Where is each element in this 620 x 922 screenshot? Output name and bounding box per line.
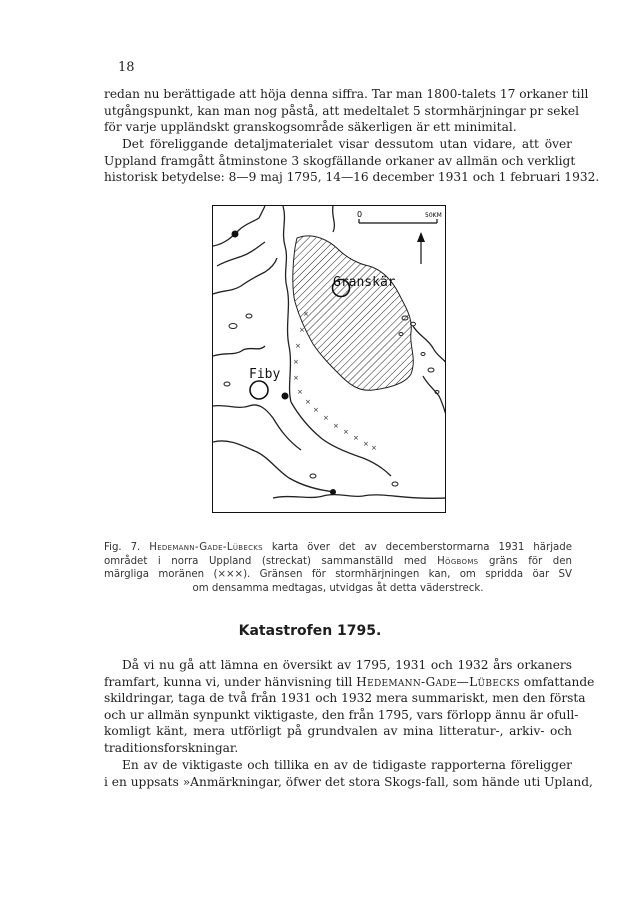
caption-text: gräns för den (489, 555, 572, 567)
text-line: Uppland framgått åtminstone 3 skogfällande orkaner av allmän och verkligt (104, 153, 576, 168)
caption-line: om densamma medtagas, utvidgas åt detta väderstreck. (192, 582, 484, 594)
author-names: Hedemann-Gade—Lübecks (356, 674, 520, 689)
text-line: redan nu berättigade att höja denna siffra. Tar man 1800-talets 17 orkaner till (104, 87, 589, 101)
text-line: traditionsforskningar. (104, 740, 239, 755)
map-svg (213, 206, 446, 513)
scale-start-label: 0 (357, 210, 363, 219)
text-fragment: omfattande (523, 674, 595, 689)
text-line: En av de viktigaste och tillika en av de tidigaste rapporterna föreligger (122, 758, 572, 772)
caption-text: området i norra Uppland (streckat) sammanställd med (104, 555, 427, 567)
text-line: komligt känt, mera utförligt på grundvalen av mina litteratur-, arkiv- och (104, 724, 572, 739)
paragraph-1 (104, 86, 589, 136)
figure-caption (104, 541, 572, 595)
map-figure (212, 205, 446, 513)
location-dot (232, 231, 239, 238)
storm-area-hatched (293, 236, 413, 390)
caption-text: karta över det av decemberstormarna 1931 härjade (271, 542, 573, 553)
fiby-marker (250, 381, 268, 399)
text-line: skildringar, taga de två från 1931 och 1932 mera summariskt, men den första (104, 691, 586, 706)
text-line (104, 674, 595, 691)
fiby-label: Fiby (249, 367, 281, 382)
text-line: och ur allmän synpunkt viktigaste, den från 1795, vars förlopp ännu är ofull- (104, 707, 579, 722)
caption-line (104, 555, 572, 569)
location-dot (330, 489, 336, 495)
caption-fig-label: Fig. 7. (104, 542, 141, 553)
scale-end-label: 50KM (425, 212, 442, 219)
text-line: för varje uppländskt granskogsområde säkerligen är ett minimital. (104, 120, 517, 135)
text-line: historisk betydelse: 8—9 maj 1795, 14—16 december 1931 och 1 februari 1932. (104, 170, 600, 185)
paragraph-2 (104, 136, 600, 186)
location-dot (282, 393, 289, 400)
paragraph-3 (104, 657, 595, 757)
paragraph-4 (104, 757, 593, 790)
section-title: Katastrofen 1795. (238, 623, 382, 639)
scale-bar (357, 210, 442, 223)
text-line: utgångspunkt, kan man nog påstå, att medeltalet 5 stormhärjningar pr sekel (104, 103, 579, 118)
text-fragment: framfart, kunna vi, under hänvisning till (104, 674, 353, 689)
caption-name: Högboms (437, 555, 479, 567)
page-number: 18 (118, 60, 135, 75)
granskar-label: Granskär (333, 275, 396, 290)
caption-author: Hedemann-Gade-Lübecks (149, 542, 263, 553)
text-line: Det föreliggande detaljmaterialet visar dessutom utan vidare, att över (122, 137, 572, 151)
text-line: i en uppsats »Anmärkningar, öfwer det stora Skogs-fall, som hände uti Upland, (104, 774, 593, 789)
caption-line: märgliga moränen (×××). Gränsen för stormhärjningen kan, om spridda öar SV (104, 569, 572, 580)
text-line: Då vi nu gå att lämna en översikt av 1795, 1931 och 1932 års orkaners (122, 658, 572, 672)
north-arrow-icon (417, 232, 425, 264)
caption-line (104, 541, 572, 555)
moraine-boundary: × × × × × × ××× ××× × × (293, 310, 377, 452)
